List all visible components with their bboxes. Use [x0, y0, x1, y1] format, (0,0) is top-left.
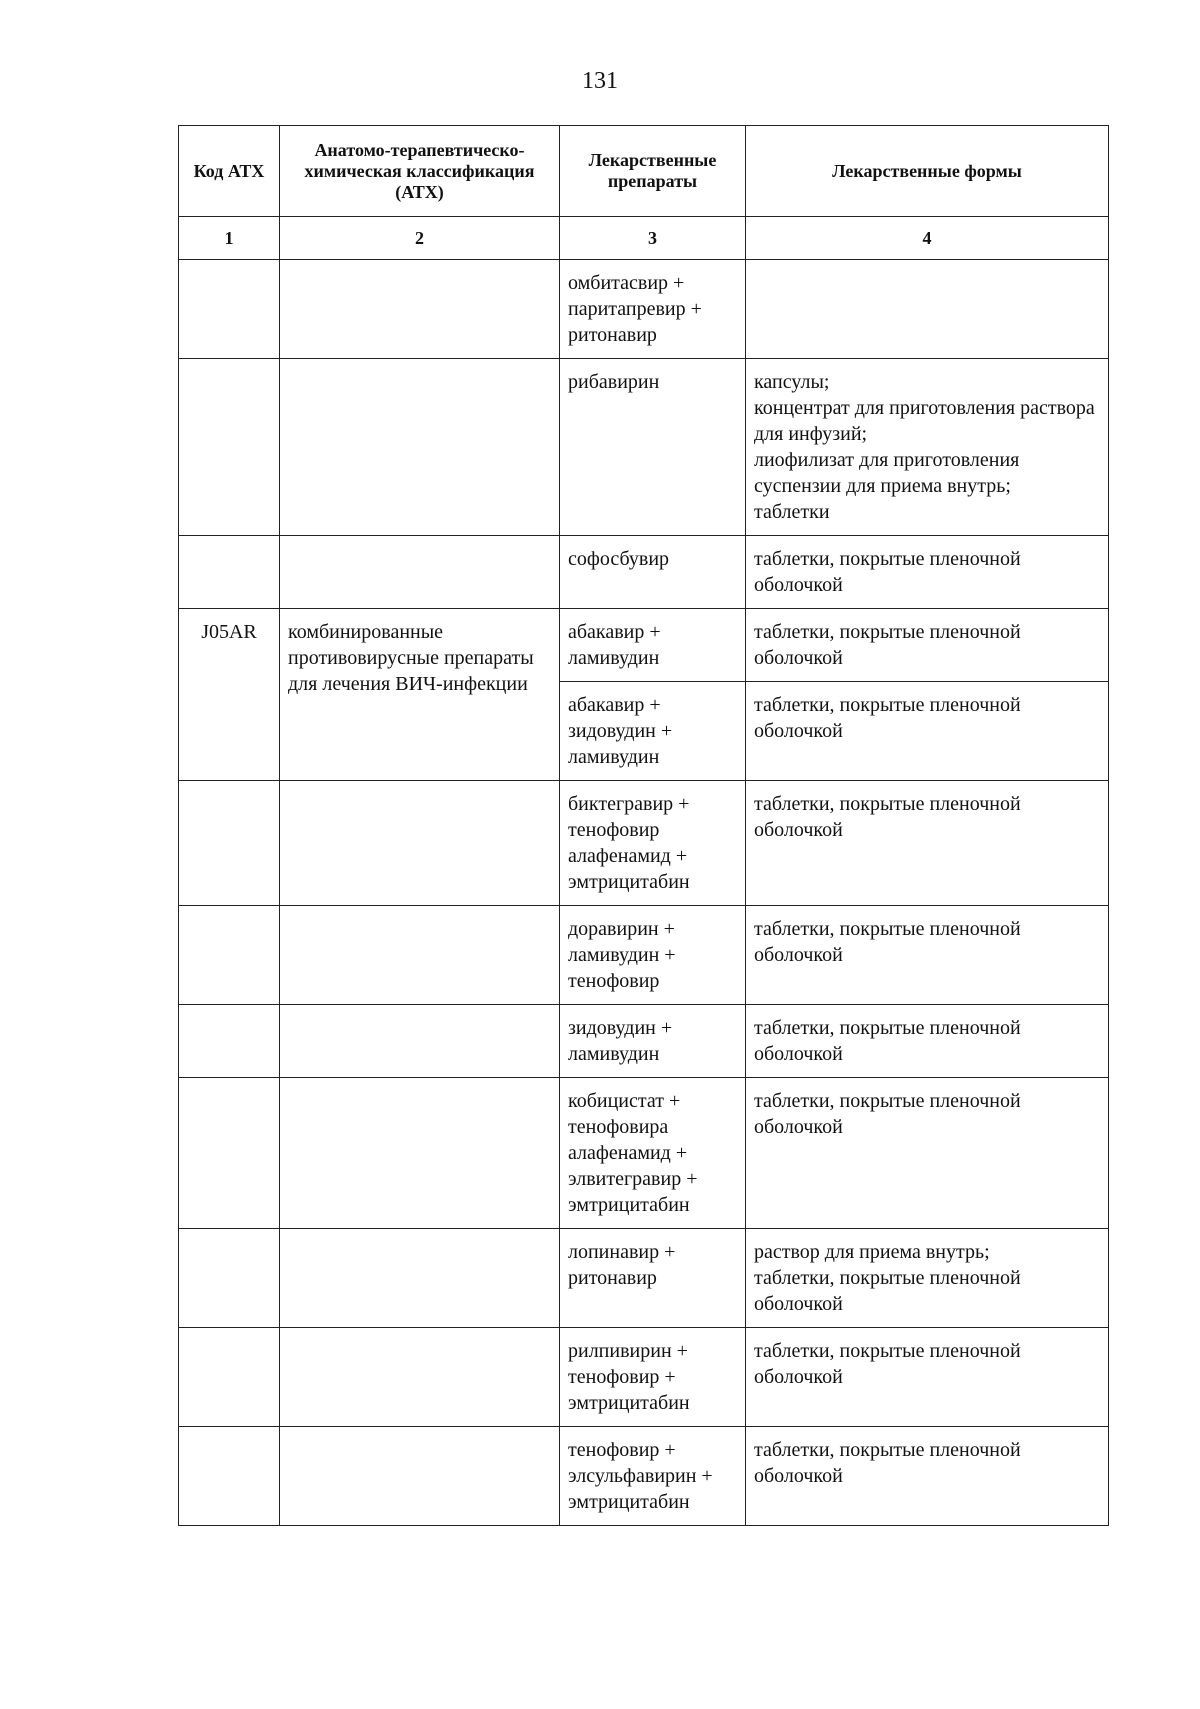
- dosage-forms-text: таблетки, покрытые пленочной оболочкой: [754, 1340, 1021, 1388]
- classification-cell: [280, 1229, 560, 1328]
- header-dosage-forms: Лекарственные формы: [746, 126, 1109, 217]
- classification-cell: [280, 260, 560, 359]
- dosage-forms-text: таблетки, покрытые пленочной оболочкой: [754, 1090, 1021, 1138]
- dosage-forms-cell: [746, 609, 1109, 682]
- atc-code-cell: [179, 781, 280, 906]
- column-number-row: [179, 217, 1109, 260]
- classification-cell: [280, 906, 560, 1005]
- drug-cell: рибавирин: [560, 359, 746, 536]
- dosage-forms-cell: [746, 1005, 1109, 1078]
- header-drugs: Лекарственные препараты: [560, 126, 746, 217]
- table-row: [179, 359, 1109, 536]
- drug-cell: кобицистат + тенофовира алафенамид + элвитегравир + эмтрицитабин: [560, 1078, 746, 1229]
- dosage-forms-cell: [746, 781, 1109, 906]
- atc-code-cell: [179, 906, 280, 1005]
- dosage-forms-cell: [746, 1328, 1109, 1427]
- atc-code-cell: [179, 1005, 280, 1078]
- table-row: [179, 906, 1109, 1005]
- drug-cell: тенофовир + элсульфавирин + эмтрицитабин: [560, 1427, 746, 1526]
- dosage-forms-cell: [746, 1078, 1109, 1229]
- header-atc-code: Код АТХ: [179, 126, 280, 217]
- classification-cell: [280, 781, 560, 906]
- column-number: 4: [746, 217, 1109, 260]
- table-row: [179, 1229, 1109, 1328]
- column-number: 3: [560, 217, 746, 260]
- table-row: [179, 260, 1109, 359]
- table-row: [179, 781, 1109, 906]
- column-number: 2: [280, 217, 560, 260]
- dosage-forms-text: таблетки, покрытые пленочной оболочкой: [754, 548, 1021, 596]
- atc-code-cell: [179, 1078, 280, 1229]
- classification-cell: [280, 1427, 560, 1526]
- drug-cell: омбитасвир + паритапревир + ритонавир: [560, 260, 746, 359]
- atc-code-cell: J05AR: [179, 609, 280, 781]
- atc-table: [178, 125, 1109, 1526]
- dosage-forms-text: капсулы; концентрат для приготовления раствора для инфузий; лиофилизат для приготовления суспензии для приема внутрь; таблетки: [754, 371, 1095, 523]
- atc-code-cell: [179, 1427, 280, 1526]
- table-row: [179, 536, 1109, 609]
- drug-cell: лопинавир + ритонавир: [560, 1229, 746, 1328]
- page-number: 131: [582, 68, 618, 94]
- dosage-forms-text: таблетки, покрытые пленочной оболочкой: [754, 1017, 1021, 1065]
- dosage-forms-cell: [746, 906, 1109, 1005]
- dosage-forms-cell: [746, 1427, 1109, 1526]
- drug-cell: софосбувир: [560, 536, 746, 609]
- atc-code-cell: [179, 536, 280, 609]
- dosage-forms-cell: [746, 359, 1109, 536]
- classification-cell: [280, 1328, 560, 1427]
- table-row: [179, 1078, 1109, 1229]
- drug-cell: доравирин + ламивудин + тенофовир: [560, 906, 746, 1005]
- column-number: 1: [179, 217, 280, 260]
- dosage-forms-cell: [746, 536, 1109, 609]
- drug-cell: зидовудин + ламивудин: [560, 1005, 746, 1078]
- atc-code-cell: [179, 1328, 280, 1427]
- table-row: [179, 1005, 1109, 1078]
- dosage-forms-cell: [746, 260, 1109, 359]
- atc-code-cell: [179, 260, 280, 359]
- atc-code-cell: [179, 1229, 280, 1328]
- table-header-row: [179, 126, 1109, 217]
- dosage-forms-text: таблетки, покрытые пленочной оболочкой: [754, 793, 1021, 841]
- dosage-forms-text: раствор для приема внутрь; таблетки, покрытые пленочной оболочкой: [754, 1241, 1021, 1315]
- drug-cell: рилпивирин + тенофовир + эмтрицитабин: [560, 1328, 746, 1427]
- classification-cell: комбинированные противовирусные препараты для лечения ВИЧ-инфекции: [280, 609, 560, 781]
- dosage-forms-cell: [746, 682, 1109, 781]
- dosage-forms-cell: [746, 1229, 1109, 1328]
- classification-cell: [280, 359, 560, 536]
- drug-cell: абакавир + ламивудин: [560, 609, 746, 682]
- dosage-forms-text: таблетки, покрытые пленочной оболочкой: [754, 621, 1021, 669]
- classification-cell: [280, 536, 560, 609]
- drug-cell: биктегравир + тенофовир алафенамид + эмтрицитабин: [560, 781, 746, 906]
- dosage-forms-text: таблетки, покрытые пленочной оболочкой: [754, 1439, 1021, 1487]
- drug-cell: абакавир + зидовудин + ламивудин: [560, 682, 746, 781]
- header-classification: Анатомо-терапевтическо-химическая классификация (АТХ): [280, 126, 560, 217]
- classification-cell: [280, 1078, 560, 1229]
- classification-cell: [280, 1005, 560, 1078]
- dosage-forms-text: таблетки, покрытые пленочной оболочкой: [754, 918, 1021, 966]
- table-row: [179, 1427, 1109, 1526]
- atc-code-cell: [179, 359, 280, 536]
- table-row: [179, 609, 1109, 682]
- dosage-forms-text: таблетки, покрытые пленочной оболочкой: [754, 694, 1021, 742]
- table-row: [179, 1328, 1109, 1427]
